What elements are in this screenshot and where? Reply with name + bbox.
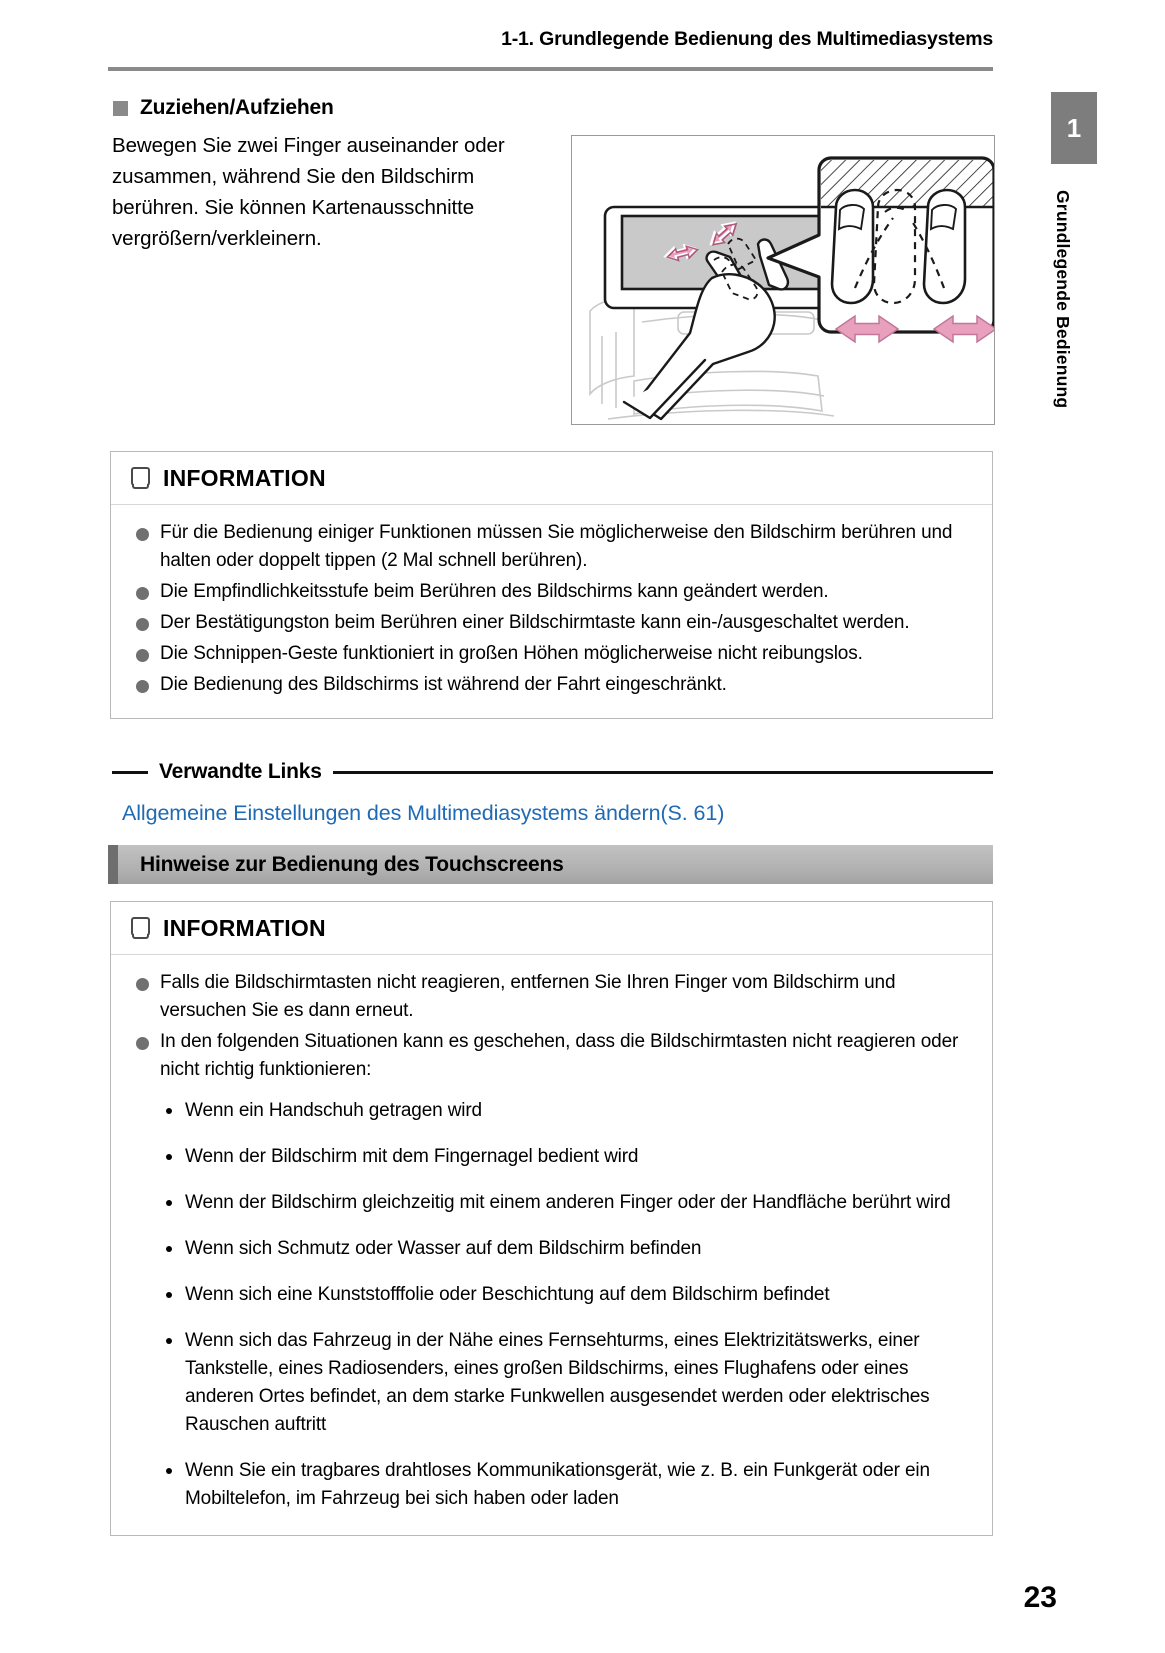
chapter-tab-label: Grundlegende Bedienung bbox=[1053, 190, 1073, 409]
section-paragraph: Bewegen Sie zwei Finger auseinander oder zusammen, während Sie den Bildschirm berühren. Sie können Kartenausschnitte vergrößern/verkleinern. bbox=[112, 134, 505, 250]
information-box-1-title: INFORMATION bbox=[163, 464, 326, 491]
section-heading bbox=[113, 96, 334, 120]
list-item: Die Empfindlichkeitsstufe beim Berühren des Bildschirms kann geändert werden. bbox=[133, 578, 970, 606]
information-box-1 bbox=[110, 451, 993, 719]
pinch-zoom-illustration bbox=[571, 135, 995, 425]
information-box-2-list bbox=[133, 969, 970, 1513]
section-bar-accent bbox=[108, 845, 118, 884]
list-item: Wenn sich eine Kunststofffolie oder Beschichtung auf dem Bildschirm befindet bbox=[160, 1281, 970, 1309]
section-bar-title: Hinweise zur Bedienung des Touchscreens bbox=[140, 852, 564, 876]
list-item: Wenn sich das Fahrzeug in der Nähe eines Fernsehturms, eines Elektrizitätswerks, einer Tankstelle, eines Radiosenders, eines großen Bildschirms, eines Flughafens oder eines anderen Ortes befindet, an dem starke Funkwellen ausgesendet werden oder elektrisches Rauschen auftritt bbox=[160, 1327, 970, 1439]
related-links-title: Verwandte Links bbox=[159, 760, 322, 783]
information-box-1-list bbox=[133, 519, 970, 699]
list-item: Wenn sich Schmutz oder Wasser auf dem Bildschirm befinden bbox=[160, 1235, 970, 1263]
list-item: Die Bedienung des Bildschirms ist während der Fahrt eingeschränkt. bbox=[133, 671, 970, 699]
information-box-2-title: INFORMATION bbox=[163, 914, 326, 941]
chapter-tab-number: 1 bbox=[1051, 92, 1097, 164]
list-item: Für die Bedienung einiger Funktionen müssen Sie möglicherweise den Bildschirm berühren und halten oder doppelt tippen (2 Mal schnell berühren). bbox=[133, 519, 970, 575]
related-link-1[interactable]: Allgemeine Einstellungen des Multimediasystems ändern(S. 61) bbox=[122, 801, 725, 825]
list-item bbox=[133, 1028, 970, 1513]
page-number: 23 bbox=[1023, 1581, 1057, 1614]
information-box-1-header bbox=[111, 452, 992, 505]
list-item: Wenn ein Handschuh getragen wird bbox=[160, 1097, 970, 1125]
information-box-2-header bbox=[111, 902, 992, 955]
illustration-svg bbox=[572, 136, 994, 424]
list-item-text: In den folgenden Situationen kann es geschehen, dass die Bildschirmtasten nicht reagieren oder nicht richtig funktionieren: bbox=[160, 1031, 959, 1080]
related-links-rule bbox=[333, 771, 993, 774]
list-item: Wenn Sie ein tragbares drahtloses Kommunikationsgerät, wie z. B. ein Funkgerät oder ein Mobiltelefon, im Fahrzeug bei sich haben oder laden bbox=[160, 1457, 970, 1513]
information-box-1-body bbox=[111, 505, 992, 718]
list-item: Falls die Bildschirmtasten nicht reagieren, entfernen Sie Ihren Finger vom Bildschirm und versuchen Sie es dann erneut. bbox=[133, 969, 970, 1025]
header-divider bbox=[108, 67, 993, 71]
book-icon bbox=[131, 467, 150, 490]
information-box-2-sublist bbox=[160, 1097, 970, 1513]
section-heading-text: Zuziehen/Aufziehen bbox=[140, 96, 334, 119]
square-bullet-icon bbox=[113, 101, 128, 116]
list-item: Wenn der Bildschirm mit dem Fingernagel bedient wird bbox=[160, 1143, 970, 1171]
section-bar bbox=[108, 845, 993, 884]
list-item: Die Schnippen-Geste funktioniert in großen Höhen möglicherweise nicht reibungslos. bbox=[133, 640, 970, 668]
list-item: Der Bestätigungston beim Berühren einer Bildschirmtaste kann ein-/ausgeschaltet werden. bbox=[133, 609, 970, 637]
related-links-header bbox=[112, 758, 993, 786]
related-links-dash bbox=[112, 771, 148, 774]
page-header-title: 1-1. Grundlegende Bedienung des Multimediasystems bbox=[501, 28, 993, 50]
list-item: Wenn der Bildschirm gleichzeitig mit einem anderen Finger oder der Handfläche berührt wird bbox=[160, 1189, 970, 1217]
information-box-2-body bbox=[111, 955, 992, 1535]
information-box-2 bbox=[110, 901, 993, 1536]
book-icon bbox=[131, 917, 150, 940]
